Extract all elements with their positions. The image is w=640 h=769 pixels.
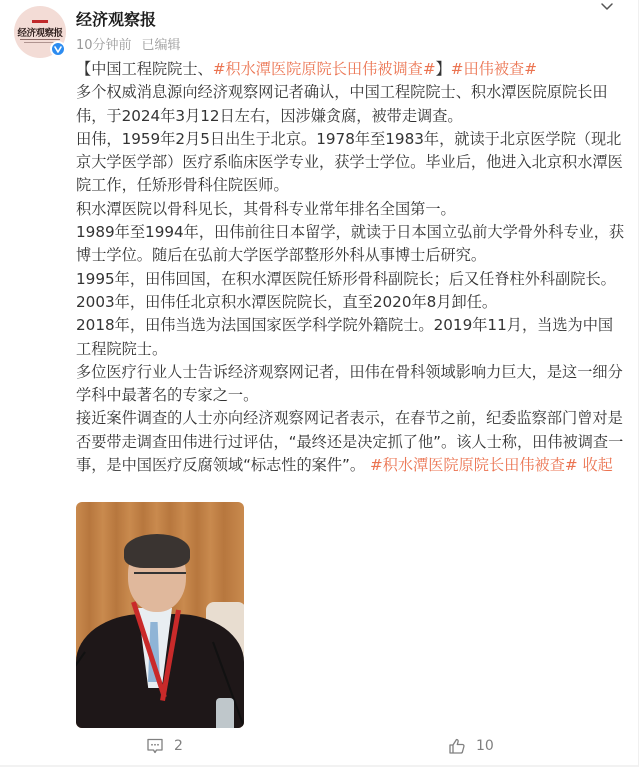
post-meta xyxy=(76,34,181,53)
paragraph: 多位医疗行业人士告诉经济观察网记者，田伟在骨科领域影响力巨大，是这一细分学科中最著名的专家之一。 xyxy=(76,362,623,405)
thumbs-up-icon xyxy=(448,737,466,755)
headline-bracket: 】 xyxy=(435,60,451,78)
paragraph: 2018年，田伟当选为法国国家医学科学院外籍院士。2019年11月，当选为中国工程院院士。 xyxy=(76,316,614,358)
post-time[interactable]: 10分钟前 xyxy=(76,38,132,53)
logo-subline xyxy=(20,39,60,40)
photo-glasses xyxy=(134,572,186,582)
logo-bar-decoration xyxy=(32,20,48,23)
hashtag-link[interactable]: #积水潭医院原院长田伟被调查# xyxy=(212,60,436,78)
headline-prefix: 【中国工程院院士、 xyxy=(76,60,213,78)
comment-icon xyxy=(146,737,164,755)
photo-hair xyxy=(124,534,190,568)
author-name[interactable]: 经济观察报 xyxy=(76,10,157,29)
paragraph-text: 接近案件调查的人士亦向经济观察网记者表示，在春节之前，纪委监察部门曾对是否要带走调查田伟进行过评估，“最终还是决定抓了他”。该人士称，田伟被调查一事，是中国医疗反腐领域“标志性的案件”。 xyxy=(76,409,624,475)
avatar-logo-text: 经济观察报 xyxy=(17,28,63,39)
post-headline xyxy=(76,58,626,81)
paragraph: 积水潭医院以骨科见长，其骨科专业常年排名全国第一。 xyxy=(76,199,456,218)
verified-badge-icon xyxy=(50,41,66,57)
edited-label: 已编辑 xyxy=(141,38,181,53)
like-button[interactable] xyxy=(448,737,494,755)
paragraph: 1989年至1994年，田伟前往日本留学，就读于日本国立弘前大学骨外科专业，获博士学位。随后在弘前大学医学部整形外科从事博士后研究。 xyxy=(76,223,625,265)
post-image[interactable] xyxy=(76,502,244,728)
chevron-down-icon[interactable] xyxy=(600,2,614,12)
hashtag-link[interactable]: #积水潭医院原院长田伟被查# xyxy=(369,456,578,475)
hashtag-link[interactable]: #田伟被查# xyxy=(450,60,537,78)
comment-count: 2 xyxy=(174,738,183,754)
comment-button[interactable] xyxy=(146,737,183,755)
paragraph: 多个权威消息源向经济观察网记者确认，中国工程院院士、积水潭医院原院长田伟，于2024年3月12日左右，因涉嫌贪腐，被带走调查。 xyxy=(76,83,608,125)
collapse-link[interactable]: 收起 xyxy=(582,456,613,475)
paragraph: 2003年，田伟任北京积水潭医院院长，直至2020年8月卸任。 xyxy=(76,292,498,311)
like-count: 10 xyxy=(476,738,494,754)
paragraph: 1995年，田伟回国，在积水潭医院任矫形骨科副院长；后又任脊柱外科副院长。 xyxy=(76,269,616,288)
paragraph-last xyxy=(76,407,626,477)
paragraph: 田伟，1959年2月5日出生于北京。1978年至1983年，就读于北京医学院（现北京大学医学部）医疗系临床医学专业，获学士学位。毕业后，他进入北京积水潭医院工作，任矫形骨科住院医师。 xyxy=(76,129,623,195)
photo-bottle xyxy=(216,698,234,728)
post-content xyxy=(76,58,626,477)
